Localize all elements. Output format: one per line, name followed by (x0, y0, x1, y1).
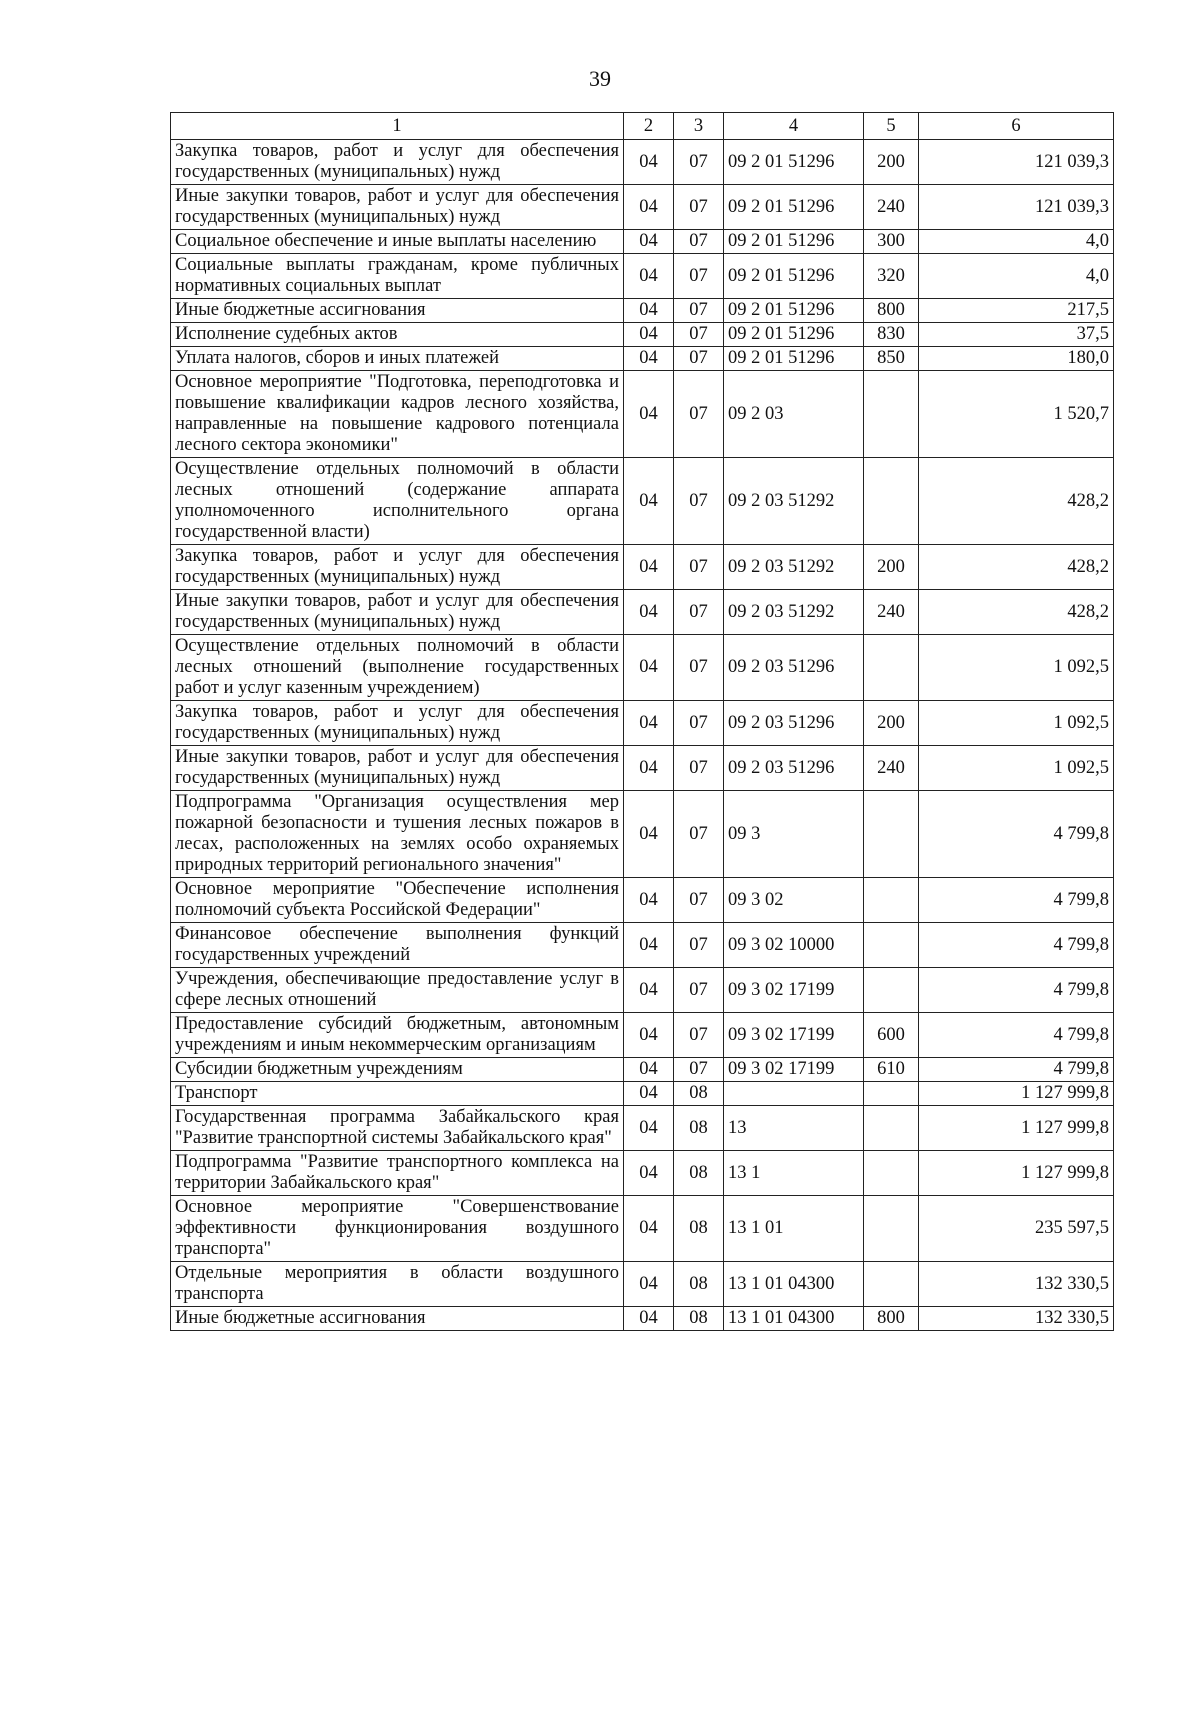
row-section-code: 04 (624, 299, 674, 323)
row-target-article: 09 2 03 51292 (724, 545, 864, 590)
row-section-code: 04 (624, 1058, 674, 1082)
row-target-article: 09 3 02 10000 (724, 923, 864, 968)
row-amount: 1 092,5 (919, 635, 1114, 701)
row-amount: 428,2 (919, 458, 1114, 545)
row-subsection-code: 07 (674, 590, 724, 635)
row-subsection-code: 07 (674, 746, 724, 791)
row-subsection-code: 08 (674, 1082, 724, 1106)
row-amount: 4 799,8 (919, 923, 1114, 968)
row-subsection-code: 07 (674, 254, 724, 299)
row-name: Подпрограмма "Организация осуществления мер пожарной безопасности и тушения лесных пожаров в лесах, расположенных на землях особо охраняемых природных территорий регионального значения" (171, 791, 624, 878)
row-target-article: 09 2 03 51296 (724, 746, 864, 791)
row-expense-type: 800 (864, 1307, 919, 1331)
row-section-code: 04 (624, 230, 674, 254)
row-expense-type (864, 1151, 919, 1196)
row-target-article: 09 3 02 17199 (724, 1013, 864, 1058)
row-target-article: 09 2 01 51296 (724, 185, 864, 230)
table-row (171, 1058, 1114, 1082)
row-name: Отдельные мероприятия в области воздушного транспорта (171, 1262, 624, 1307)
row-section-code: 04 (624, 1262, 674, 1307)
table-row (171, 590, 1114, 635)
row-expense-type (864, 458, 919, 545)
row-target-article: 09 3 02 17199 (724, 968, 864, 1013)
row-target-article: 09 2 01 51296 (724, 299, 864, 323)
row-name: Иные закупки товаров, работ и услуг для обеспечения государственных (муниципальных) нужд (171, 590, 624, 635)
row-target-article: 09 2 03 51296 (724, 635, 864, 701)
table-body (171, 140, 1114, 1331)
row-amount: 1 520,7 (919, 371, 1114, 458)
row-amount: 4 799,8 (919, 791, 1114, 878)
table-row (171, 1196, 1114, 1262)
row-expense-type: 610 (864, 1058, 919, 1082)
row-amount: 4,0 (919, 230, 1114, 254)
row-target-article: 09 2 01 51296 (724, 140, 864, 185)
row-section-code: 04 (624, 1082, 674, 1106)
table-row (171, 458, 1114, 545)
table-row (171, 635, 1114, 701)
row-section-code: 04 (624, 545, 674, 590)
row-expense-type: 320 (864, 254, 919, 299)
row-section-code: 04 (624, 746, 674, 791)
page-number: 39 (589, 66, 611, 91)
row-target-article: 13 1 01 04300 (724, 1262, 864, 1307)
row-subsection-code: 07 (674, 701, 724, 746)
row-name: Иные бюджетные ассигнования (171, 299, 624, 323)
table-row (171, 185, 1114, 230)
row-subsection-code: 07 (674, 371, 724, 458)
row-section-code: 04 (624, 701, 674, 746)
row-amount: 428,2 (919, 545, 1114, 590)
row-subsection-code: 07 (674, 230, 724, 254)
row-amount: 1 092,5 (919, 746, 1114, 791)
row-section-code: 04 (624, 1151, 674, 1196)
row-target-article: 09 2 01 51296 (724, 323, 864, 347)
row-target-article (724, 1082, 864, 1106)
table-row (171, 347, 1114, 371)
row-name: Закупка товаров, работ и услуг для обеспечения государственных (муниципальных) нужд (171, 140, 624, 185)
row-target-article: 09 3 02 17199 (724, 1058, 864, 1082)
row-name: Основное мероприятие "Совершенствование эффективности функционирования воздушного транспорта" (171, 1196, 624, 1262)
row-subsection-code: 08 (674, 1307, 724, 1331)
row-section-code: 04 (624, 1106, 674, 1151)
row-expense-type: 240 (864, 185, 919, 230)
row-expense-type: 600 (864, 1013, 919, 1058)
budget-table (170, 112, 1114, 1331)
row-subsection-code: 07 (674, 878, 724, 923)
table-header (171, 113, 1114, 140)
header-col-3: 3 (674, 113, 724, 140)
row-name: Уплата налогов, сборов и иных платежей (171, 347, 624, 371)
row-name: Подпрограмма "Развитие транспортного комплекса на территории Забайкальского края" (171, 1151, 624, 1196)
row-target-article: 09 2 01 51296 (724, 230, 864, 254)
row-amount: 4 799,8 (919, 1013, 1114, 1058)
row-name: Исполнение судебных актов (171, 323, 624, 347)
table-row (171, 545, 1114, 590)
table-row (171, 746, 1114, 791)
row-subsection-code: 07 (674, 1058, 724, 1082)
row-section-code: 04 (624, 1307, 674, 1331)
row-amount: 428,2 (919, 590, 1114, 635)
row-amount: 180,0 (919, 347, 1114, 371)
row-amount: 1 127 999,8 (919, 1082, 1114, 1106)
table-row (171, 701, 1114, 746)
row-section-code: 04 (624, 791, 674, 878)
row-expense-type (864, 968, 919, 1013)
row-section-code: 04 (624, 923, 674, 968)
row-name: Финансовое обеспечение выполнения функций государственных учреждений (171, 923, 624, 968)
row-amount: 217,5 (919, 299, 1114, 323)
row-target-article: 09 2 03 (724, 371, 864, 458)
row-subsection-code: 08 (674, 1262, 724, 1307)
row-amount: 1 127 999,8 (919, 1151, 1114, 1196)
row-section-code: 04 (624, 347, 674, 371)
row-name: Основное мероприятие "Обеспечение исполнения полномочий субъекта Российской Федерации" (171, 878, 624, 923)
row-name: Социальные выплаты гражданам, кроме публичных нормативных социальных выплат (171, 254, 624, 299)
row-subsection-code: 07 (674, 347, 724, 371)
row-subsection-code: 07 (674, 140, 724, 185)
row-target-article: 09 2 01 51296 (724, 347, 864, 371)
table-row (171, 878, 1114, 923)
row-subsection-code: 07 (674, 458, 724, 545)
row-name: Иные закупки товаров, работ и услуг для обеспечения государственных (муниципальных) нужд (171, 185, 624, 230)
row-section-code: 04 (624, 140, 674, 185)
row-name: Закупка товаров, работ и услуг для обеспечения государственных (муниципальных) нужд (171, 701, 624, 746)
row-expense-type: 240 (864, 590, 919, 635)
row-section-code: 04 (624, 878, 674, 923)
row-target-article: 13 1 (724, 1151, 864, 1196)
row-section-code: 04 (624, 968, 674, 1013)
row-amount: 1 092,5 (919, 701, 1114, 746)
table-row (171, 1151, 1114, 1196)
row-amount: 132 330,5 (919, 1307, 1114, 1331)
row-target-article: 13 1 01 (724, 1196, 864, 1262)
row-name: Осуществление отдельных полномочий в области лесных отношений (содержание аппарата уполномоченного исполнительного органа государственной власти) (171, 458, 624, 545)
row-expense-type: 830 (864, 323, 919, 347)
row-subsection-code: 07 (674, 323, 724, 347)
row-subsection-code: 07 (674, 635, 724, 701)
row-section-code: 04 (624, 323, 674, 347)
row-expense-type (864, 1262, 919, 1307)
row-subsection-code: 08 (674, 1106, 724, 1151)
row-subsection-code: 07 (674, 791, 724, 878)
table-row (171, 254, 1114, 299)
table-row (171, 1082, 1114, 1106)
row-amount: 121 039,3 (919, 185, 1114, 230)
table-row (171, 1307, 1114, 1331)
table-row (171, 230, 1114, 254)
row-subsection-code: 08 (674, 1196, 724, 1262)
row-name: Предоставление субсидий бюджетным, автономным учреждениям и иным некоммерческим организациям (171, 1013, 624, 1058)
row-name: Социальное обеспечение и иные выплаты населению (171, 230, 624, 254)
row-expense-type (864, 371, 919, 458)
table-row (171, 140, 1114, 185)
row-expense-type: 240 (864, 746, 919, 791)
row-amount: 121 039,3 (919, 140, 1114, 185)
row-name: Иные закупки товаров, работ и услуг для обеспечения государственных (муниципальных) нужд (171, 746, 624, 791)
row-section-code: 04 (624, 590, 674, 635)
row-amount: 235 597,5 (919, 1196, 1114, 1262)
table-row (171, 1262, 1114, 1307)
row-target-article: 09 2 03 51292 (724, 590, 864, 635)
row-amount: 1 127 999,8 (919, 1106, 1114, 1151)
row-expense-type: 200 (864, 701, 919, 746)
row-section-code: 04 (624, 458, 674, 545)
header-col-6: 6 (919, 113, 1114, 140)
header-col-1: 1 (171, 113, 624, 140)
header-row (171, 113, 1114, 140)
row-subsection-code: 07 (674, 923, 724, 968)
row-section-code: 04 (624, 371, 674, 458)
table-row (171, 299, 1114, 323)
row-section-code: 04 (624, 185, 674, 230)
row-subsection-code: 07 (674, 968, 724, 1013)
table-row (171, 1013, 1114, 1058)
row-name: Транспорт (171, 1082, 624, 1106)
row-expense-type: 300 (864, 230, 919, 254)
row-expense-type (864, 1106, 919, 1151)
row-amount: 4 799,8 (919, 878, 1114, 923)
row-target-article: 13 1 01 04300 (724, 1307, 864, 1331)
row-subsection-code: 07 (674, 545, 724, 590)
row-expense-type (864, 878, 919, 923)
row-target-article: 09 2 01 51296 (724, 254, 864, 299)
row-section-code: 04 (624, 254, 674, 299)
row-target-article: 13 (724, 1106, 864, 1151)
row-section-code: 04 (624, 1013, 674, 1058)
row-section-code: 04 (624, 1196, 674, 1262)
row-expense-type: 200 (864, 545, 919, 590)
row-name: Субсидии бюджетным учреждениям (171, 1058, 624, 1082)
row-subsection-code: 07 (674, 299, 724, 323)
table-row (171, 1106, 1114, 1151)
row-section-code: 04 (624, 635, 674, 701)
table-row (171, 968, 1114, 1013)
header-col-5: 5 (864, 113, 919, 140)
row-target-article: 09 3 (724, 791, 864, 878)
row-name: Иные бюджетные ассигнования (171, 1307, 624, 1331)
row-amount: 4 799,8 (919, 1058, 1114, 1082)
row-expense-type: 800 (864, 299, 919, 323)
row-target-article: 09 2 03 51292 (724, 458, 864, 545)
row-expense-type (864, 923, 919, 968)
row-subsection-code: 08 (674, 1151, 724, 1196)
row-amount: 4,0 (919, 254, 1114, 299)
row-name: Учреждения, обеспечивающие предоставление услуг в сфере лесных отношений (171, 968, 624, 1013)
row-amount: 132 330,5 (919, 1262, 1114, 1307)
table-row (171, 791, 1114, 878)
table-row (171, 371, 1114, 458)
row-expense-type: 850 (864, 347, 919, 371)
header-col-4: 4 (724, 113, 864, 140)
row-amount: 4 799,8 (919, 968, 1114, 1013)
row-subsection-code: 07 (674, 1013, 724, 1058)
row-subsection-code: 07 (674, 185, 724, 230)
table-row (171, 923, 1114, 968)
row-expense-type (864, 635, 919, 701)
row-expense-type (864, 1082, 919, 1106)
row-name: Закупка товаров, работ и услуг для обеспечения государственных (муниципальных) нужд (171, 545, 624, 590)
table-row (171, 323, 1114, 347)
row-amount: 37,5 (919, 323, 1114, 347)
row-name: Осуществление отдельных полномочий в области лесных отношений (выполнение государственных работ и услуг казенным учреждением) (171, 635, 624, 701)
row-target-article: 09 3 02 (724, 878, 864, 923)
row-expense-type (864, 791, 919, 878)
row-name: Основное мероприятие "Подготовка, переподготовка и повышение квалификации кадров лесного хозяйства, направленные на повышение кадрового потенциала лесного сектора экономики" (171, 371, 624, 458)
header-col-2: 2 (624, 113, 674, 140)
row-target-article: 09 2 03 51296 (724, 701, 864, 746)
row-expense-type (864, 1196, 919, 1262)
row-expense-type: 200 (864, 140, 919, 185)
row-name: Государственная программа Забайкальского края "Развитие транспортной системы Забайкальского края" (171, 1106, 624, 1151)
